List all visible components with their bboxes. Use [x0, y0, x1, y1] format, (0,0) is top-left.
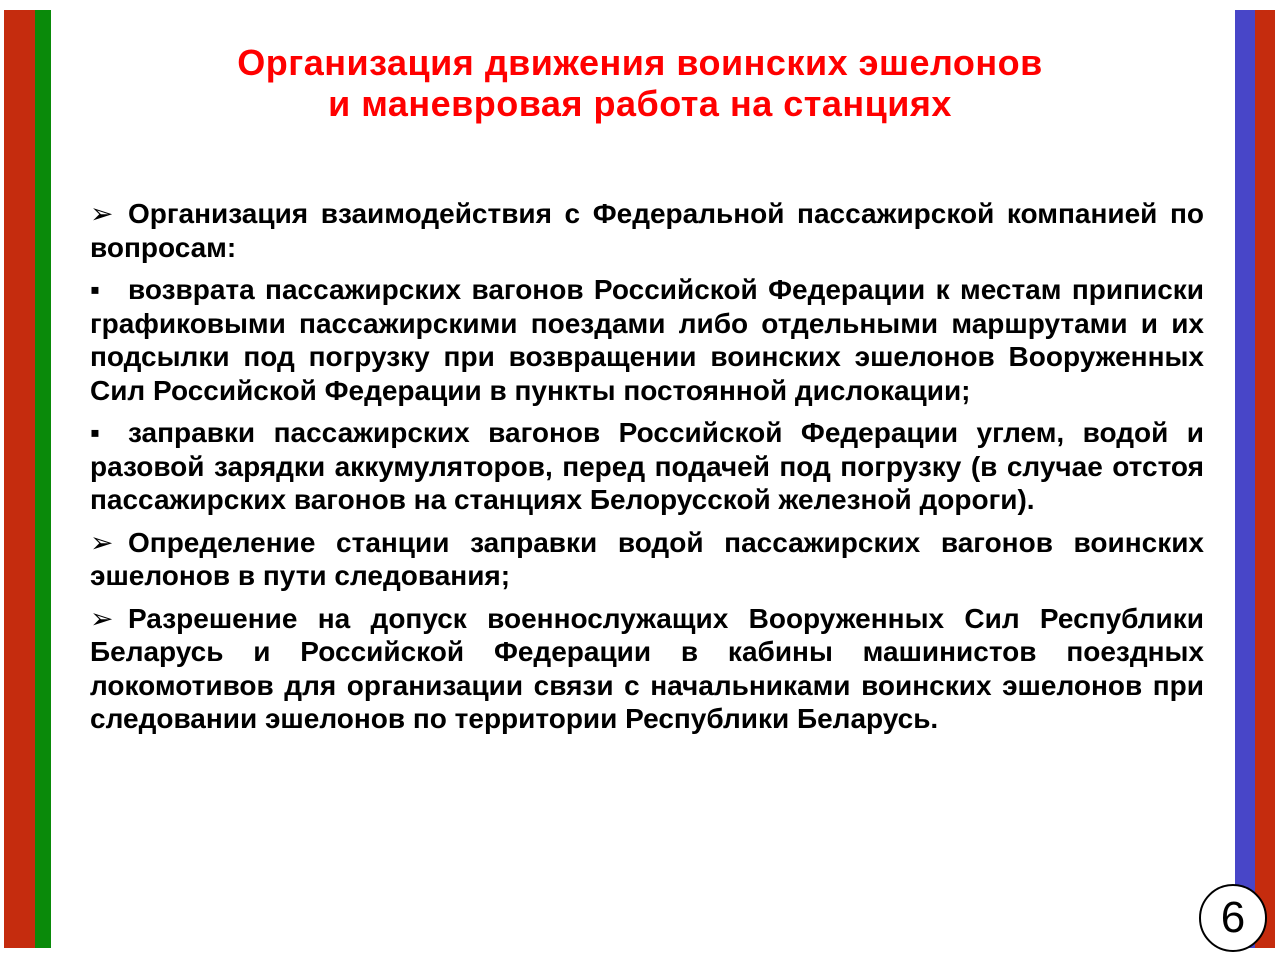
left-stripe-green	[35, 10, 51, 948]
slide-title-line2: и маневровая работа на станциях	[328, 83, 952, 124]
bullet-paragraph	[90, 273, 1204, 407]
bullet-paragraph	[90, 416, 1204, 517]
slide-title-line1: Организация движения воинских эшелонов	[237, 42, 1043, 83]
square-bullet-icon: ▪	[90, 274, 100, 305]
arrow-bullet-icon: ➢	[90, 602, 114, 634]
slide-body	[90, 197, 1204, 736]
bullet-paragraph	[90, 526, 1204, 593]
left-stripe-red	[4, 10, 35, 948]
right-stripe-blue	[1235, 10, 1255, 948]
bullet-paragraph	[90, 197, 1204, 264]
paragraph-text: Разрешение на допуск военнослужащих Вооруженных Сил Республики Беларусь и Российской Федерации в кабины машинистов поездных локомотивов для организации связи с начальниками воинских эшелонов при следовании эшелонов по территории Республики Беларусь.	[90, 602, 1204, 734]
paragraph-text: Определение станции заправки водой пассажирских вагонов воинских эшелонов в пути следования;	[90, 526, 1204, 591]
arrow-bullet-icon: ➢	[90, 526, 114, 558]
paragraph-text: возврата пассажирских вагонов Российской Федерации к местам приписки графиковыми пассажирскими поездами либо отдельными маршрутами и их подсылки под погрузку при возвращении воинских эшелонов Вооруженных Сил Российской Федерации в пункты постоянной дислокации;	[90, 274, 1204, 406]
page-number: 6	[1220, 893, 1246, 942]
paragraph-text: заправки пассажирских вагонов Российской Федерации углем, водой и разовой зарядки аккумуляторов, перед подачей под погрузку (в случае отстоя пассажирских вагонов на станциях Белорусской железной дороги).	[90, 417, 1204, 515]
slide-title	[60, 42, 1220, 124]
paragraph-text: Организация взаимодействия с Федеральной пассажирской компанией по вопросам:	[90, 198, 1204, 263]
page-number-badge	[1199, 884, 1267, 952]
arrow-bullet-icon: ➢	[90, 198, 114, 229]
square-bullet-icon: ▪	[90, 417, 100, 448]
right-stripe-red	[1255, 10, 1275, 948]
bullet-paragraph	[90, 602, 1204, 736]
